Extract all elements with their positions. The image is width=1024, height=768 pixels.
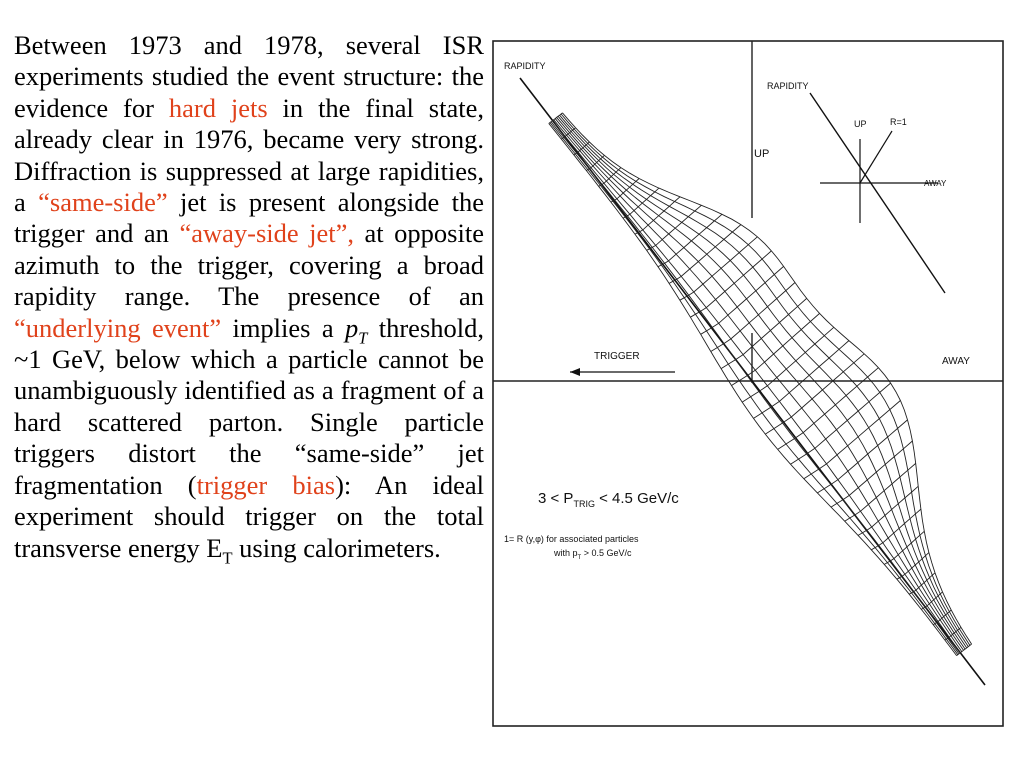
rapidity-label: RAPIDITY (504, 61, 546, 71)
inset-rapidity-label: RAPIDITY (767, 81, 809, 91)
up-label: UP (754, 148, 770, 160)
caption-note-1: 1= R (y,φ) for associated particles (504, 534, 639, 544)
text-run: using calorimeters. (232, 532, 441, 563)
text-run: jet is present alongside the trigger and an (14, 187, 485, 249)
caption-range-end: < 4.5 GeV/c (594, 490, 679, 507)
caption-sub: TRIG (573, 499, 595, 509)
text-run: ): An ideal experiment should trigger on the total transverse energy E (14, 469, 484, 563)
highlight-underlying-event: “underlying event” (14, 312, 222, 343)
inset-away-label: AWAY (924, 179, 947, 188)
inset-r1-label: R=1 (890, 117, 907, 127)
et-subscript: T (222, 547, 233, 567)
text-run: at opposite azimuth to the trigger, covering a broad rapidity range. The presence of an (14, 218, 484, 312)
highlight-hard-jets: hard jets (168, 92, 268, 123)
inset-up-label: UP (854, 119, 867, 129)
figure-svg (490, 33, 1010, 733)
caption-note-2-text: with p (554, 548, 578, 558)
highlight-away-side-jet: “away-side jet”, (179, 218, 355, 249)
text-run: implies a (221, 312, 345, 343)
highlight-trigger-bias: trigger bias (196, 469, 336, 500)
jet-surface-figure (490, 33, 1010, 733)
highlight-same-side: “same-side” (38, 187, 168, 218)
caption-range: 3 < P (538, 490, 574, 507)
away-label: AWAY (942, 356, 970, 367)
trigger-range-caption (538, 490, 679, 509)
caption-note-2-sub: T (577, 555, 582, 561)
caption-note-2-end: > 0.5 GeV/c (581, 548, 632, 558)
pt-subscript: T (358, 327, 368, 347)
text-run: threshold, ~1 GeV, below which a particle cannot be unambiguously identified as a fragment of a hard scattered parton. Single particle triggers distort the “same-side” jet fragmentation ( (14, 312, 484, 500)
trigger-label: TRIGGER (594, 351, 640, 362)
pt-symbol: p (344, 312, 359, 343)
body-paragraph (14, 30, 485, 567)
text-run: Between 1973 and 1978, several ISR experiments studied the event structure: the evidence for (14, 30, 484, 123)
text-run: in the final state, already clear in 1976, became very strong. Diffraction is suppressed at large rapidities, a (14, 92, 484, 218)
